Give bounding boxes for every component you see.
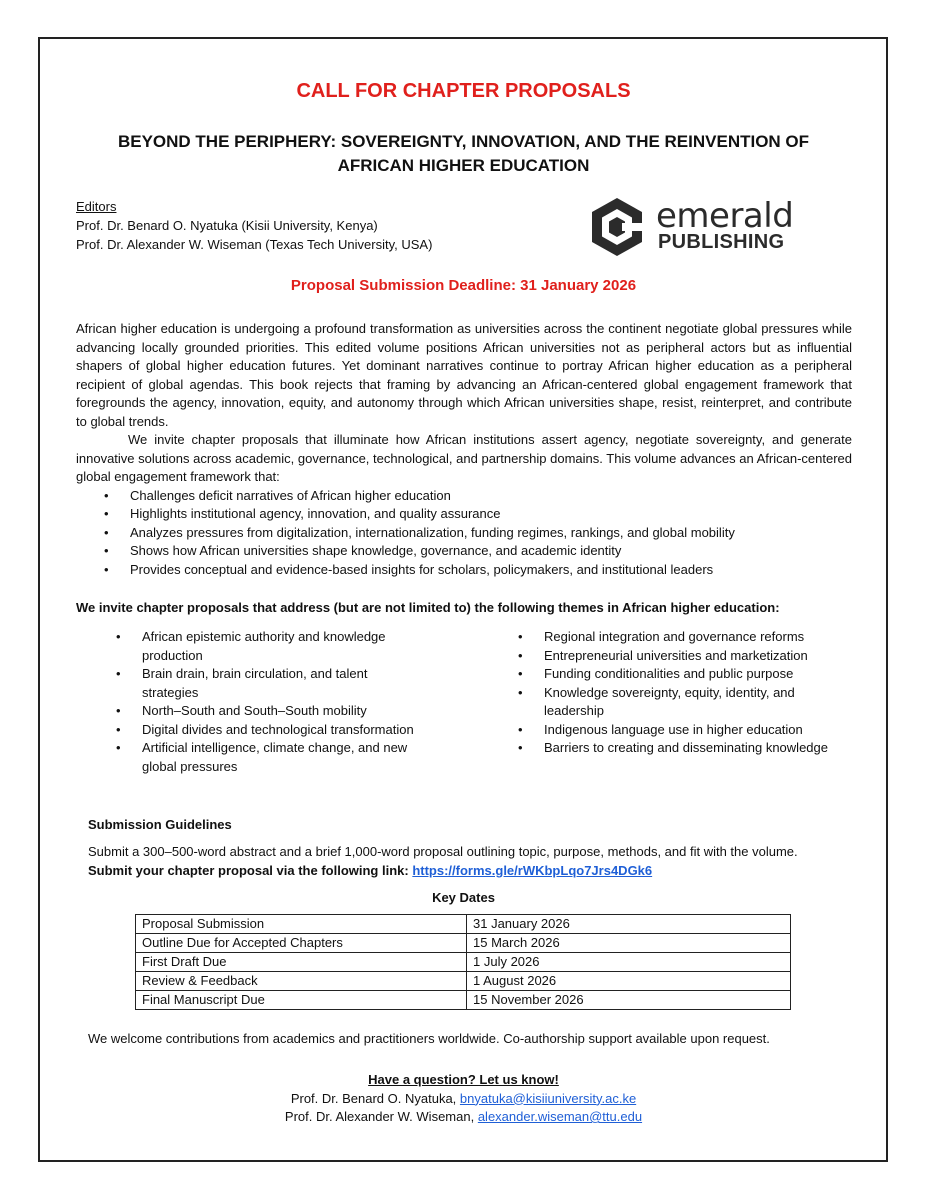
call-title: CALL FOR CHAPTER PROPOSALS [296,80,631,102]
list-item: • Barriers to creating and disseminating knowledge [518,740,828,755]
list-item: • Funding conditionalities and public purpose [518,666,794,681]
emerald-publishing-logo [586,196,816,260]
editor-1: Prof. Dr. Benard O. Nyatuka (Kisii University, Kenya) [76,218,378,233]
list-item: • African epistemic authority and knowledge production [116,629,386,663]
table-row: Proposal Submission 31 January 2026 [136,915,791,934]
contact-2: Prof. Dr. Alexander W. Wiseman, alexander.wiseman@ttu.edu [284,1109,643,1124]
intro-paragraph-1: African higher education is undergoing a profound transformation as universities across the continent negotiate global pressures while advancing locally grounded priorities. This edited volume positions African universities not as peripheral actors but as influential shapers of global higher education futures. Yet dominant narratives continue to portray African higher education as a peripheral recipient of global agendas. This book rejects that framing by advancing an African-centered global engagement framework that foregrounds the agency, innovation, equity, and autonomy through which African universities shape, resist, reinterpret, and contribute to global trends. [76,321,852,429]
list-item: • Challenges deficit narratives of African higher education [104,487,451,503]
book-title: BEYOND THE PERIPHERY: SOVEREIGNTY, INNOVATION, AND THE REINVENTION OF AFRICAN HIGHER EDUCATION [117,132,810,175]
table-row: Final Manuscript Due 15 November 2026 [136,991,791,1010]
list-item: • North–South and South–South mobility [116,703,367,718]
intro-paragraph-2: We invite chapter proposals that illuminate how African institutions assert agency, negotiate sovereignty, and generate innovative solutions across academic, governance, technological, and partnership domains. This volume advances an African-centered global engagement framework that: [76,432,852,484]
guidelines-cta: Submit your chapter proposal via the following link: [88,862,409,878]
list-item: • Provides conceptual and evidence-based insights for scholars, policymakers, and institutional leaders [104,561,714,577]
email-link-nyatuka[interactable]: bnyatuka@kisiiuniversity.ac.ke [459,1090,637,1106]
list-item: • Indigenous language use in higher education [518,721,803,737]
themes-heading: We invite chapter proposals that address (but are not limited to) the following themes in African higher education: [76,600,780,615]
emerald-logo-icon [586,196,648,258]
key-dates-table [135,914,791,1010]
key-dates-heading: Key Dates [432,890,495,905]
list-item: • Entrepreneurial universities and marketization [518,647,808,663]
deadline: Proposal Submission Deadline: 31 January 2026 [290,277,637,294]
list-item: • Artificial intelligence, climate change, and new global pressures [116,740,408,774]
list-item: • Analyzes pressures from digitalization, internationalization, funding regimes, rankings, and global mobility [104,524,735,540]
editor-2: Prof. Dr. Alexander W. Wiseman (Texas Tech University, USA) [76,237,433,252]
logo-publishing: PUBLISHING [658,231,785,253]
list-item: • Brain drain, brain circulation, and talent strategies [116,666,368,700]
table-row: Outline Due for Accepted Chapters 15 March 2026 [136,934,791,953]
contact-heading: Have a question? Let us know! [368,1072,559,1087]
list-item: • Highlights institutional agency, innovation, and quality assurance [104,506,501,521]
welcome-text: We welcome contributions from academics and practitioners worldwide. Co-authorship support available upon request. [88,1031,770,1046]
list-item: • Shows how African universities shape knowledge, governance, and academic identity [104,543,622,558]
themes-left-column [116,628,416,776]
themes-right-column [518,628,838,758]
framework-list [76,487,852,580]
editors-block [76,197,432,254]
guidelines-text [88,843,828,880]
email-link-wiseman[interactable]: alexander.wiseman@ttu.edu [477,1109,643,1124]
proposal-form-link[interactable]: https://forms.gle/rWKbpLqo7Jrs4DGk6 [412,862,653,878]
guidelines-heading: Submission Guidelines [88,817,232,832]
guidelines-body: Submit a 300–500-word abstract and a brief 1,000-word proposal outlining topic, purpose, methods, and fit with the volume. [88,844,798,859]
contact-block [0,1071,927,1127]
list-item: • Regional integration and governance reforms [518,629,805,644]
list-item: • Knowledge sovereignty, equity, identity, and leadership [518,684,795,718]
contact-1: Prof. Dr. Benard O. Nyatuka, bnyatuka@kisiiuniversity.ac.ke [290,1090,637,1106]
logo-wordmark: emerald [656,196,794,236]
list-item: • Digital divides and technological transformation [116,721,414,737]
table-row: Review & Feedback 1 August 2026 [136,972,791,991]
table-row: First Draft Due 1 July 2026 [136,953,791,972]
editors-label: Editors [76,199,117,214]
intro-section [76,320,852,579]
